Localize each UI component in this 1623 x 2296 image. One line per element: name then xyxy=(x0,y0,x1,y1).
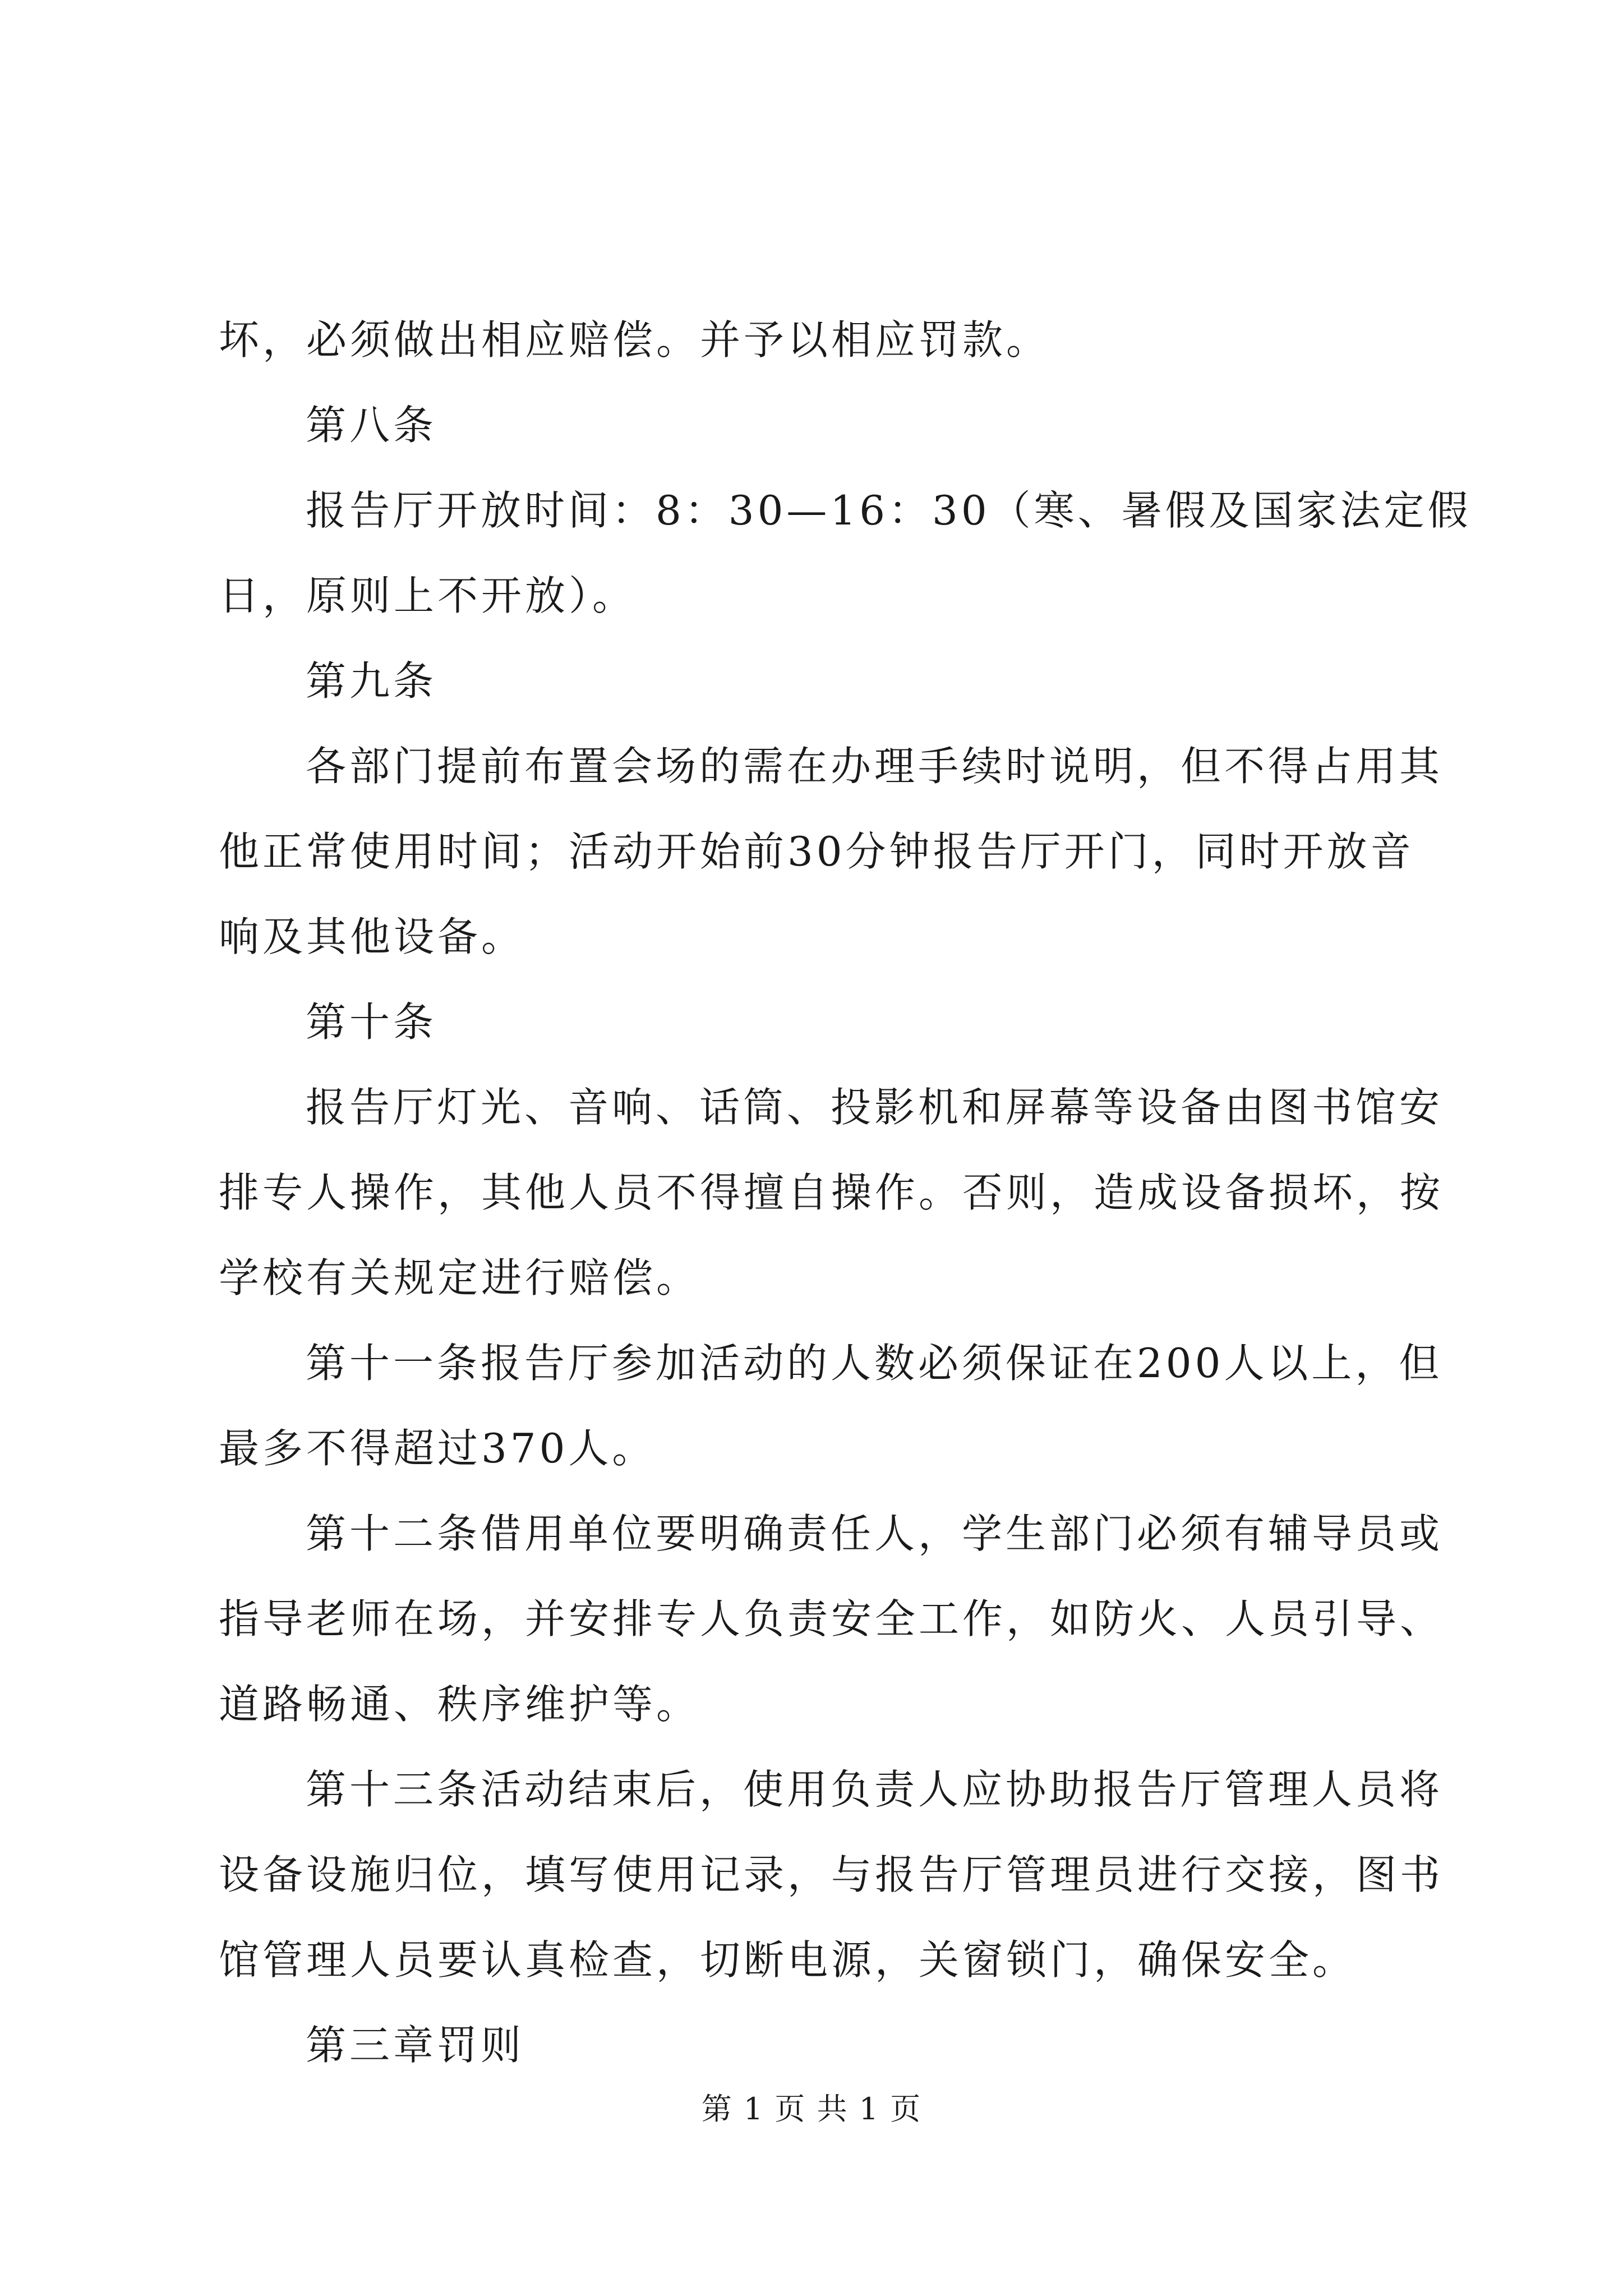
text-line: 馆管理人员要认真检查，切断电源，关窗锁门，确保安全。 xyxy=(219,1936,1357,1984)
text-line: 设备设施归位，填写使用记录，与报告厅管理员进行交接，图书 xyxy=(219,1851,1444,1898)
text-line: 学校有关规定进行赔偿。 xyxy=(219,1254,700,1301)
text-line: 报告厅灯光、音响、话筒、投影机和屏幕等设备由图书馆安 xyxy=(306,1084,1444,1131)
text-line: 第十一条报告厅参加活动的人数必须保证在200人以上，但 xyxy=(306,1340,1443,1387)
text-line: 第十二条借用单位要明确责任人，学生部门必须有辅导员或 xyxy=(306,1510,1444,1557)
text-line: 报告厅开放时间：8：30—16：30（寒、暑假及国家法定假 xyxy=(306,487,1472,534)
text-line: 日，原则上不开放）。 xyxy=(219,572,637,619)
text-line: 道路畅通、秩序维护等。 xyxy=(219,1681,700,1728)
text-line: 响及其他设备。 xyxy=(219,913,525,960)
page-footer xyxy=(0,2090,1623,2129)
text-line: 指导老师在场，并安排专人负责安全工作，如防火、人员引导、 xyxy=(219,1595,1444,1642)
article-heading: 第十条 xyxy=(306,999,437,1046)
article-heading: 第八条 xyxy=(306,402,437,449)
text-line: 第十三条活动结束后，使用负责人应协助报告厅管理人员将 xyxy=(306,1766,1444,1813)
article-heading: 第九条 xyxy=(306,657,437,705)
text-line: 他正常使用时间；活动开始前30分钟报告厅开门，同时开放音 xyxy=(219,828,1414,875)
page-number-label: 第 1 页 共 1 页 xyxy=(701,2091,922,2127)
chapter-heading: 第三章罚则 xyxy=(306,2022,525,2069)
text-line: 排专人操作，其他人员不得擅自操作。否则，造成设备损坏，按 xyxy=(219,1169,1444,1216)
text-line: 各部门提前布置会场的需在办理手续时说明，但不得占用其 xyxy=(306,743,1444,790)
document-body xyxy=(219,297,1472,2088)
text-line: 最多不得超过370人。 xyxy=(219,1425,656,1472)
text-line: 坏，必须做出相应赔偿。并予以相应罚款。 xyxy=(219,316,1050,364)
